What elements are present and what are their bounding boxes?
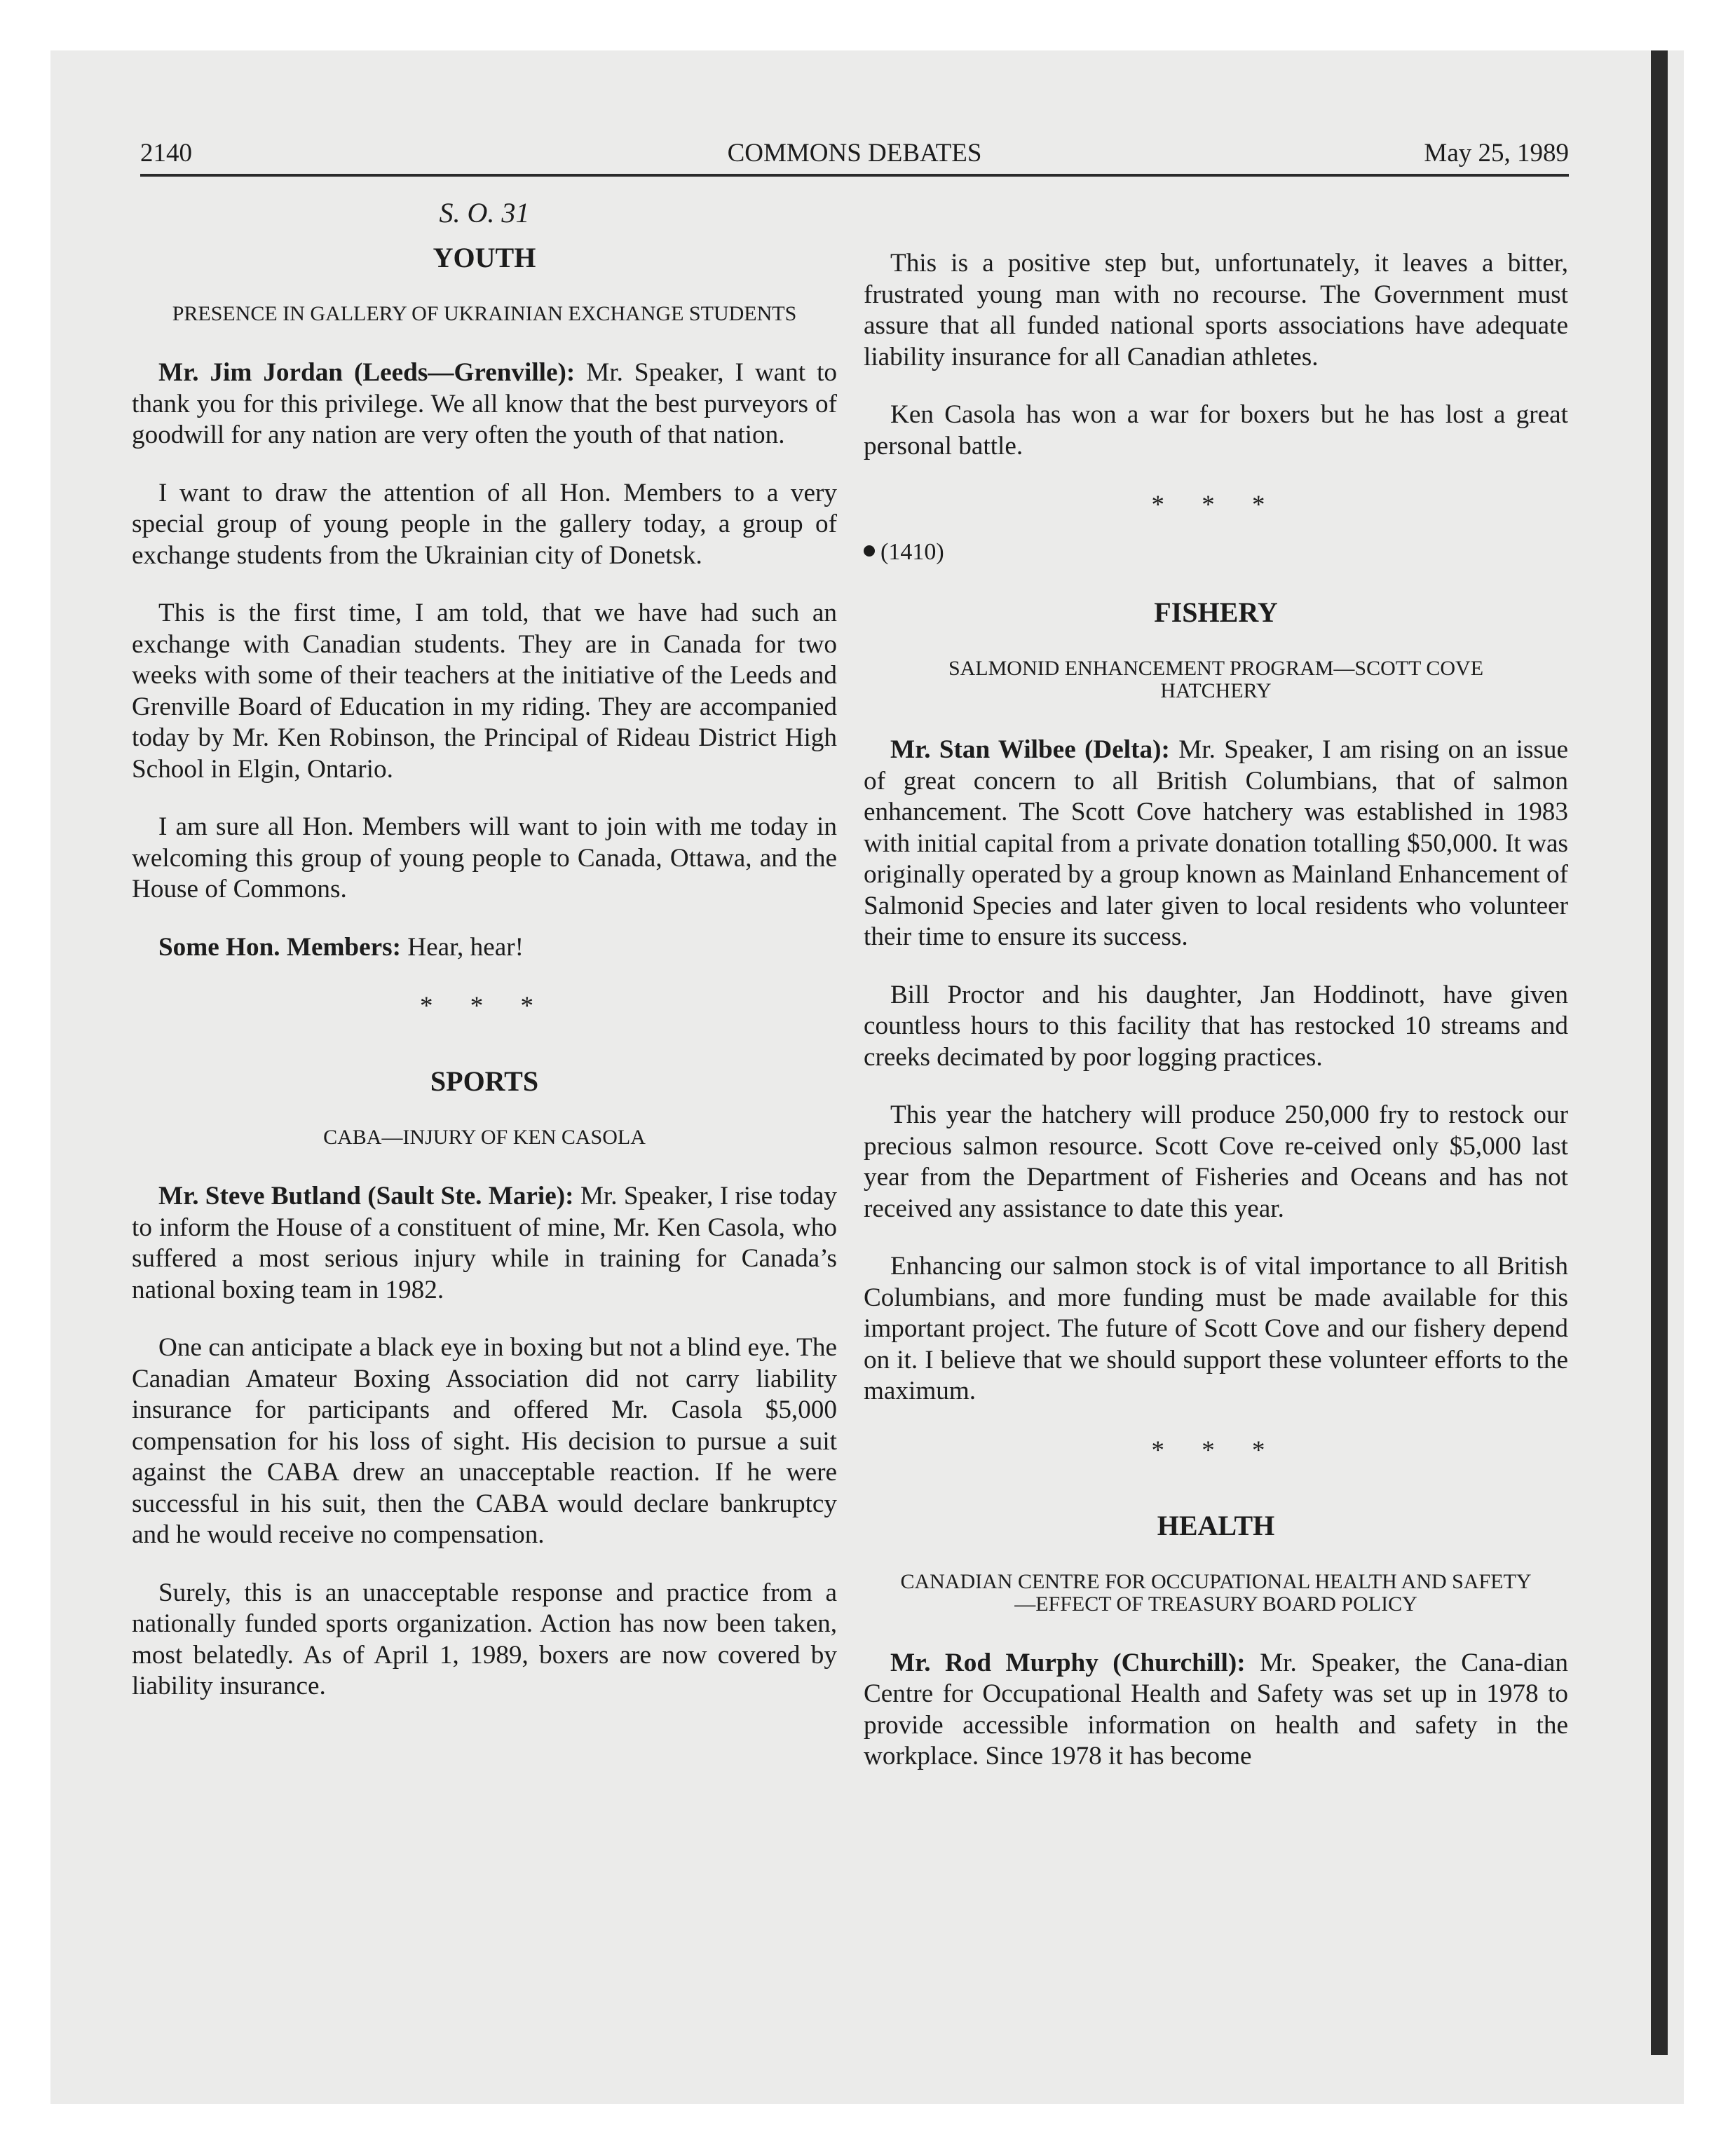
subheading-sports: CABA—INJURY OF KEN CASOLA	[323, 1126, 646, 1149]
bullet-icon	[864, 545, 875, 557]
section-separator: * * *	[1151, 1435, 1281, 1465]
section-separator: * * *	[420, 992, 549, 1021]
speech-paragraph: Mr. Steve Butland (Sault Ste. Marie): Mr. Speaker, I rise today to inform the House of a constituent of mine, Mr. Ken Casola, who suffered a most serious injury while in training for Canada’s national boxing team in 1982.	[132, 1182, 838, 1304]
speech-paragraph: Mr. Stan Wilbee (Delta): Mr. Speaker, I am rising on an issue of great concern to all British Columbians, that of salmon enhancement. The Scott Cove hatchery was established in 1983 with initial capital from a private donation totalling $50,000. It was originally operated by a group known as Mainland Enhancement of Salmonid Species and later given to local residents who volunteer their time to ensure its success.	[864, 735, 1568, 951]
speech-paragraph: One can anticipate a black eye in boxing but not a blind eye. The Canadian Amateur Boxing Association did not carry liability insurance for participants and offered Mr. Casola $5,000 compensation for his loss of sight. His decision to pursue a suit against the CABA drew an unacceptable reaction. If he were successful in his suit, then the CABA would declare bankruptcy and he would receive no compensation.	[132, 1333, 837, 1549]
standing-order-label: S. O. 31	[439, 197, 530, 228]
speech-paragraph: I am sure all Hon. Members will want to join with me today in welcoming this group of young people to Canada, Ottawa, and the House of Commons.	[132, 812, 837, 903]
speech-paragraph: This is the first time, I am told, that we have had such an exchange with Canadian students. They are in Canada for two weeks with some of their teachers at the initiative of the Leeds and Grenville Board of Education in my riding. They are accompanied today by Mr. Ken Robinson, the Principal of Rideau District High School in Elgin, Ontario.	[132, 599, 837, 784]
section-heading-health: HEALTH	[1157, 1509, 1275, 1541]
page-date: May 25, 1989	[1424, 139, 1569, 168]
speaker-name: Mr. Steve Butland (Sault Ste. Marie):	[158, 1182, 574, 1210]
speech-paragraph: Surely, this is an unacceptable response and practice from a nationally funded sports organization. Action has now been taken, most belatedly. As of April 1, 1989, boxers are now covered by liability insurance.	[132, 1578, 837, 1700]
speaker-name: Mr. Jim Jordan (Leeds—Grenville):	[158, 358, 576, 387]
section-heading-fishery: FISHERY	[1154, 596, 1278, 628]
speech-paragraph: Enhancing our salmon stock is of vital importance to all British Columbians, and more funding must be made available for this important project. The future of Scott Cove and our fishery depend on it. I believe that we should support these volunteer efforts to the maximum.	[864, 1252, 1568, 1405]
subheading-health: CANADIAN CENTRE FOR OCCUPATIONAL HEALTH AND SAFETY—EFFECT OF TREASURY BOARD POLICY	[900, 1569, 1532, 1616]
interjection-paragraph: Some Hon. Members: Hear, hear!	[158, 932, 524, 962]
speech-paragraph: I want to draw the attention of all Hon. Members to a very special group of young people in the gallery today, a group of exchange students from the Ukrainian city of Donetsk.	[132, 478, 837, 570]
speaker-name: Mr. Stan Wilbee (Delta):	[890, 735, 1170, 764]
time-marker: (1410)	[864, 537, 1568, 568]
left-column	[132, 191, 837, 1703]
subheading-fishery: SALMONID ENHANCEMENT PROGRAM—SCOTT COVE HATCHERY	[948, 657, 1484, 702]
scan-edge-bar	[1651, 50, 1668, 2055]
publication-title: COMMONS DEBATES	[727, 139, 982, 168]
page-header	[140, 125, 1569, 177]
speech-paragraph: Mr. Rod Murphy (Churchill): Mr. Speaker, the Cana-dian Centre for Occupational Health and Safety was set up in 1978 to provide accessible information on health and safety in the workplace. Since 1978 it has become	[864, 1648, 1569, 1770]
subheading-youth: PRESENCE IN GALLERY OF UKRAINIAN EXCHANGE STUDENTS	[172, 302, 797, 325]
right-column	[864, 191, 1568, 1773]
speech-paragraph: Bill Proctor and his daughter, Jan Hoddinott, have given countless hours to this facility that has restocked 10 streams and creeks decimated by poor logging practices.	[864, 980, 1568, 1072]
section-heading-youth: YOUTH	[433, 242, 536, 273]
page-number: 2140	[140, 139, 192, 168]
speech-paragraph: Ken Casola has won a war for boxers but he has lost a great personal battle.	[864, 400, 1568, 460]
speech-paragraph: This year the hatchery will produce 250,000 fry to restock our precious salmon resource. Scott Cove re-ceived only $5,000 last year from the Department of Fisheries and Oceans and has not received any assistance to date this year.	[864, 1100, 1568, 1223]
speech-paragraph: Mr. Jim Jordan (Leeds—Grenville): Mr. Speaker, I want to thank you for this privilege. We all know that the best purveyors of goodwill for any nation are very often the youth of that nation.	[132, 358, 838, 449]
speech-paragraph: This is a positive step but, unfortunately, it leaves a bitter, frustrated young man with no recourse. The Government must assure that all funded national sports associations have adequate liability insurance for all Canadian athletes.	[864, 249, 1568, 371]
speaker-name: Mr. Rod Murphy (Churchill):	[890, 1648, 1246, 1677]
section-separator: * * *	[1151, 491, 1281, 519]
speaker-name: Some Hon. Members:	[158, 932, 401, 962]
section-heading-sports: SPORTS	[430, 1065, 539, 1097]
